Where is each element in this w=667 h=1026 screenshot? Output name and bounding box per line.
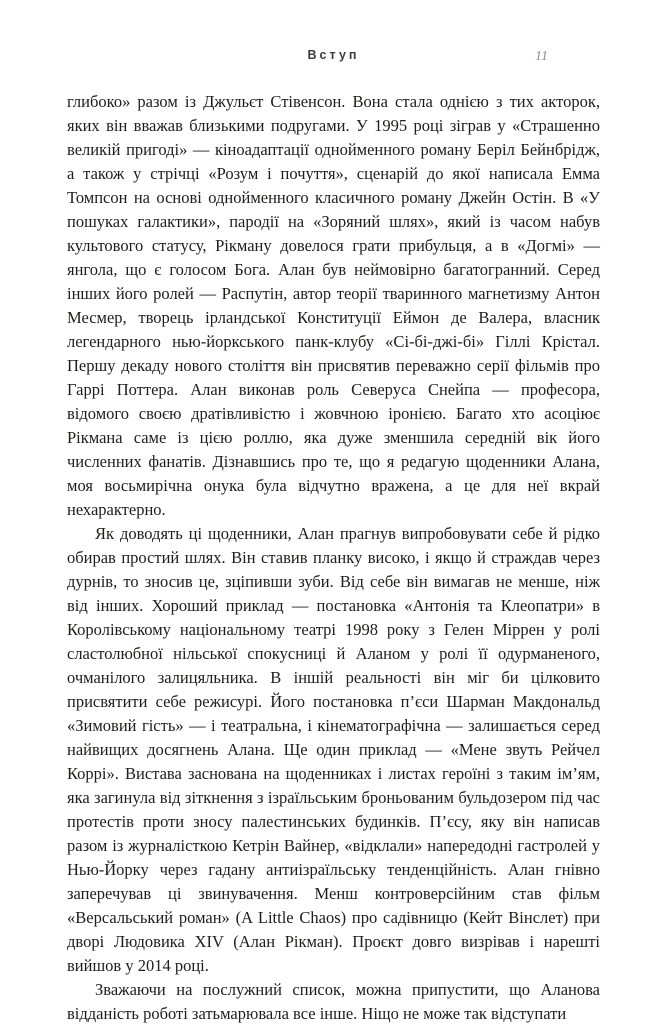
page-number: 11 [535,49,548,64]
chapter-title: Вступ [307,48,360,62]
paragraph-1: глибоко» разом із Джульєт Стівенсон. Вона стала однією з тих акторок, яких він вважав близькими подругами. У 1995 році зіграв у «Страшенно великій пригоді» — кіноадаптації однойменного роману Беріл Бейнбрідж, а також у стрічці «Розум і почуття», сценарій до якої написала Емма Томпсон на основі однойменного класичного роману Джейн Остін. В «У пошуках галактики», пародії на «Зоряний шлях», який із часом набув культового статусу, Рікману довелося грати прибульця, а в «Догмі» — янгола, що є голосом Бога. Алан був неймовірно багатогранний. Серед інших його ролей — Распутін, автор теорії тваринного магнетизму Антон Месмер, творець ірландської Конституції Еймон де Валера, власник легендарного нью-йоркського панк-клубу «Сі-бі-джі-бі» Гіллі Крістал. Першу декаду нового століття він присвятив переважно серії фільмів про Гаррі Поттера. Алан виконав роль Северуса Снейпа — професора, відомого своєю дратівливістю і жовчною іронією. Багато хто асоціює Рікмана саме із цією роллю, яка дуже зменшила середній вік його численних фанатів. Дізнавшись про те, що я редагую щоденники Алана, моя восьмирічна онука була відчутно вражена, а це для неї вкрай нехарактерно. [67,92,600,519]
paragraph-2: Як доводять ці щоденники, Алан прагнув випробовувати себе й рідко обирав простий шлях. Він ставив планку високо, і якщо й страждав через дурнів, то зносив це, зціпивши зуби. Від себе він вимагав не менше, ніж від інших. Хороший приклад — постановка «Антонія та Клеопатри» в Королівському національному театрі 1998 року з Гелен Міррен у ролі сластолюбної нільської спокусниці й Аланом у ролі її одурманеного, очманілого залицяльника. В іншій реальності він міг би цілковито присвятити себе режисурі. Його постановка п’єси Шарман Макдональд «Зимовий гість» — і театральна, і кінематографічна — залишається серед найвищих досягнень Алана. Ще один приклад — «Мене звуть Рейчел Коррі». Вистава заснована на щоденниках і листах героїні з таким ім’ям, яка загинула від зіткнення з ізраїльським броньованим бульдозером під час протестів проти зносу палестинських будинків. П’єсу, яку він написав разом із журналісткою Кетрін Вайнер, «відклали» напередодні гастролей у Нью-Йорку через гадану антиізраїльську тенденційність. Алан гнівно заперечував ці звинувачення. Менш контроверсійним став фільм «Версальський роман» (A Little Chaos) про садівницю (Кейт Вінслет) при дворі Людовика XIV (Алан Рікман). Проєкт довго визрівав і нарешті вийшов у 2014 році. [67,524,600,975]
paragraph-3: Зважаючи на послужний список, можна припустити, що Аланова відданість роботі затьмарювала все інше. Ніщо не може так відступати [67,980,600,1023]
body-text [67,90,600,1026]
book-page [67,48,600,1026]
page-header [67,48,600,66]
